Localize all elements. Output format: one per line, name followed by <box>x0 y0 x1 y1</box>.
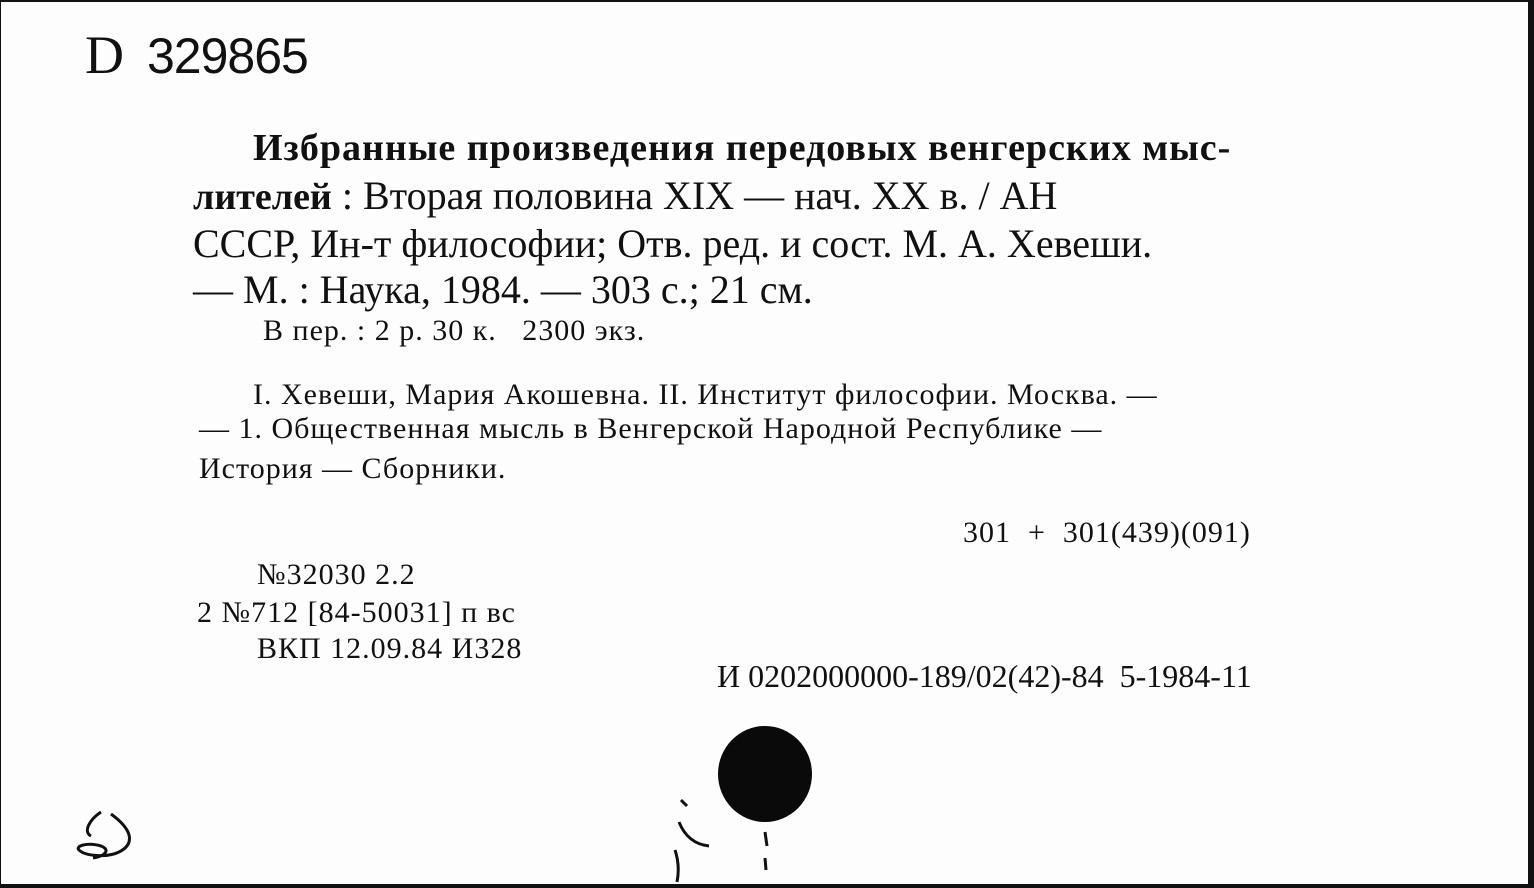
title-line-1: Избранные произведения передовых венгерских мыс- <box>253 127 1232 169</box>
isbn-line: И 0202000000-189/02(42)-84 5-1984-11 <box>717 658 1252 694</box>
tech-line-2: 2 №712 [84-50031] п вс <box>197 596 516 629</box>
title-line-3: СССР, Ин-т философии; Отв. ред. и сост. М. А. Хевеши. <box>193 221 1153 266</box>
catalog-number-value: 329865 <box>147 28 308 84</box>
title-line-4: — М. : Наука, 1984. — 303 с.; 21 см. <box>193 267 813 312</box>
tech-line-1: №32030 2.2 <box>257 558 416 591</box>
tracing-line-3: История — Сборники. <box>199 452 507 485</box>
udc-index: 301 + 301(439)(091) <box>963 516 1251 549</box>
price-line: В пер. : 2 р. 30 к. 2300 экз. <box>263 314 646 347</box>
catalog-number <box>85 24 308 86</box>
handwritten-mark-icon <box>71 800 151 870</box>
catalog-prefix: D <box>85 25 123 85</box>
title-line-2-bold: лителей <box>193 176 332 218</box>
tracing-line-1: I. Хевеши, Мария Акошевна. II. Институт философии. Москва. — <box>253 378 1158 411</box>
tech-line-3: ВКП 12.09.84 И328 <box>257 632 523 665</box>
tracing-line-2: — 1. Общественная мысль в Венгерской Народной Республике — <box>199 412 1103 445</box>
title-line-2 <box>193 172 1057 219</box>
stamp-mark-icon <box>669 792 779 884</box>
title-line-2-rest: : Вторая половина XIX — нач. XX в. / АН <box>341 173 1058 218</box>
